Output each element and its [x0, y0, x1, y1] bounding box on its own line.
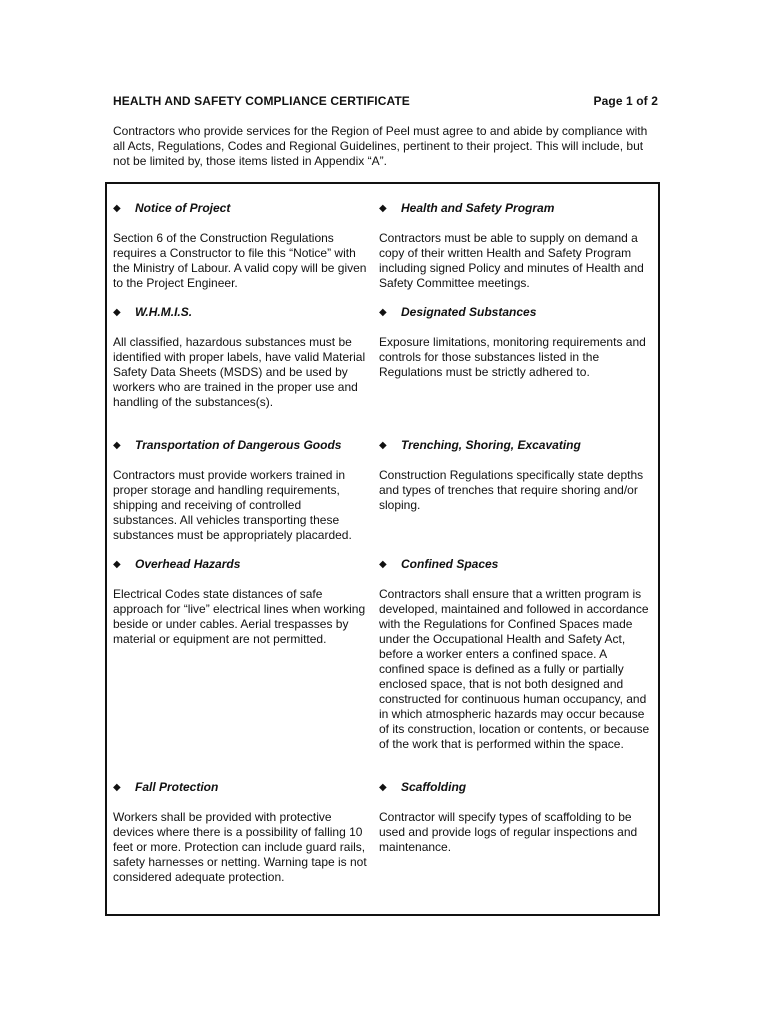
diamond-bullet-icon: ◆ [113, 782, 121, 793]
item-title: Trenching, Shoring, Excavating [401, 438, 581, 452]
document-title: HEALTH AND SAFETY COMPLIANCE CERTIFICATE [113, 94, 410, 108]
item-title: Overhead Hazards [135, 557, 241, 571]
item-scaffolding [379, 780, 655, 855]
item-description: Exposure limitations, monitoring requirements and controls for those substances listed in the Regulations must be strictly adhered to. [379, 335, 646, 379]
item-health-and-safety-program [379, 201, 655, 291]
item-title: Scaffolding [401, 780, 467, 794]
item-transportation-dangerous-goods [113, 438, 367, 543]
item-title: W.H.M.I.S. [135, 305, 193, 319]
item-description: Contractors must provide workers trained in proper storage and handling requirements, shipping and receiving of controlled substances. All vehicles transporting these substances must be appropriately placarded. [113, 468, 352, 542]
item-title: Health and Safety Program [401, 201, 555, 215]
item-confined-spaces [379, 557, 655, 752]
item-title: Notice of Project [135, 201, 231, 215]
item-designated-substances [379, 305, 655, 380]
document-header [113, 94, 658, 110]
diamond-bullet-icon: ◆ [379, 203, 387, 214]
item-description: Contractors must be able to supply on demand a copy of their written Health and Safety Program including signed Policy and minutes of Health and Safety Committee meetings. [379, 231, 644, 290]
item-description: Section 6 of the Construction Regulations requires a Constructor to file this “Notice” with the Ministry of Labour. A valid copy will be given to the Project Engineer. [113, 231, 367, 290]
item-title: Transportation of Dangerous Goods [135, 438, 342, 452]
item-description: Workers shall be provided with protective devices where there is a possibility of falling 10 feet or more. Protection can include guard rails, safety harnesses or netting. Warning tape is not considered adequate protection. [113, 810, 367, 884]
diamond-bullet-icon: ◆ [379, 307, 387, 318]
item-title: Fall Protection [135, 780, 219, 794]
intro-paragraph: Contractors who provide services for the Region of Peel must agree to and abide by compliance with all Acts, Regulations, Codes and Regional Guidelines, pertinent to their project. This will include, but not be limited by, those items listed in Appendix “A”. [113, 124, 648, 168]
diamond-bullet-icon: ◆ [113, 203, 121, 214]
item-notice-of-project [113, 201, 367, 291]
item-description: Construction Regulations specifically state depths and types of trenches that require shoring and/or sloping. [379, 468, 644, 512]
item-overhead-hazards [113, 557, 367, 647]
item-whmis [113, 305, 367, 410]
item-description: Contractors shall ensure that a written program is developed, maintained and followed in accordance with the Regulations for Confined Spaces made under the Occupational Health and Safety Act, before a worker enters a confined space. A confined space is defined as a fully or partially enclosed space, that is not both designed and constructed for continuous human occupancy, and in which atmospheric hazards may occur because of its construction, location or contents, or because of the work that is performed within the space. [379, 587, 650, 751]
item-fall-protection [113, 780, 367, 885]
item-description: All classified, hazardous substances must be identified with proper labels, have valid Material Safety Data Sheets (MSDS) and be used by workers who are trained in the proper use and handling of the substances(s). [113, 335, 366, 409]
item-title: Designated Substances [401, 305, 537, 319]
item-trenching-shoring-excavating [379, 438, 655, 513]
diamond-bullet-icon: ◆ [379, 440, 387, 451]
item-description: Electrical Codes state distances of safe approach for “live” electrical lines when working beside or under cables. Aerial trespasses by material or equipment are not permitted. [113, 587, 366, 646]
diamond-bullet-icon: ◆ [113, 440, 121, 451]
diamond-bullet-icon: ◆ [113, 307, 121, 318]
page-number: Page 1 of 2 [593, 94, 658, 108]
diamond-bullet-icon: ◆ [379, 559, 387, 570]
item-description: Contractor will specify types of scaffolding to be used and provide logs of regular inspections and maintenance. [379, 810, 638, 854]
diamond-bullet-icon: ◆ [113, 559, 121, 570]
item-title: Confined Spaces [401, 557, 499, 571]
diamond-bullet-icon: ◆ [379, 782, 387, 793]
